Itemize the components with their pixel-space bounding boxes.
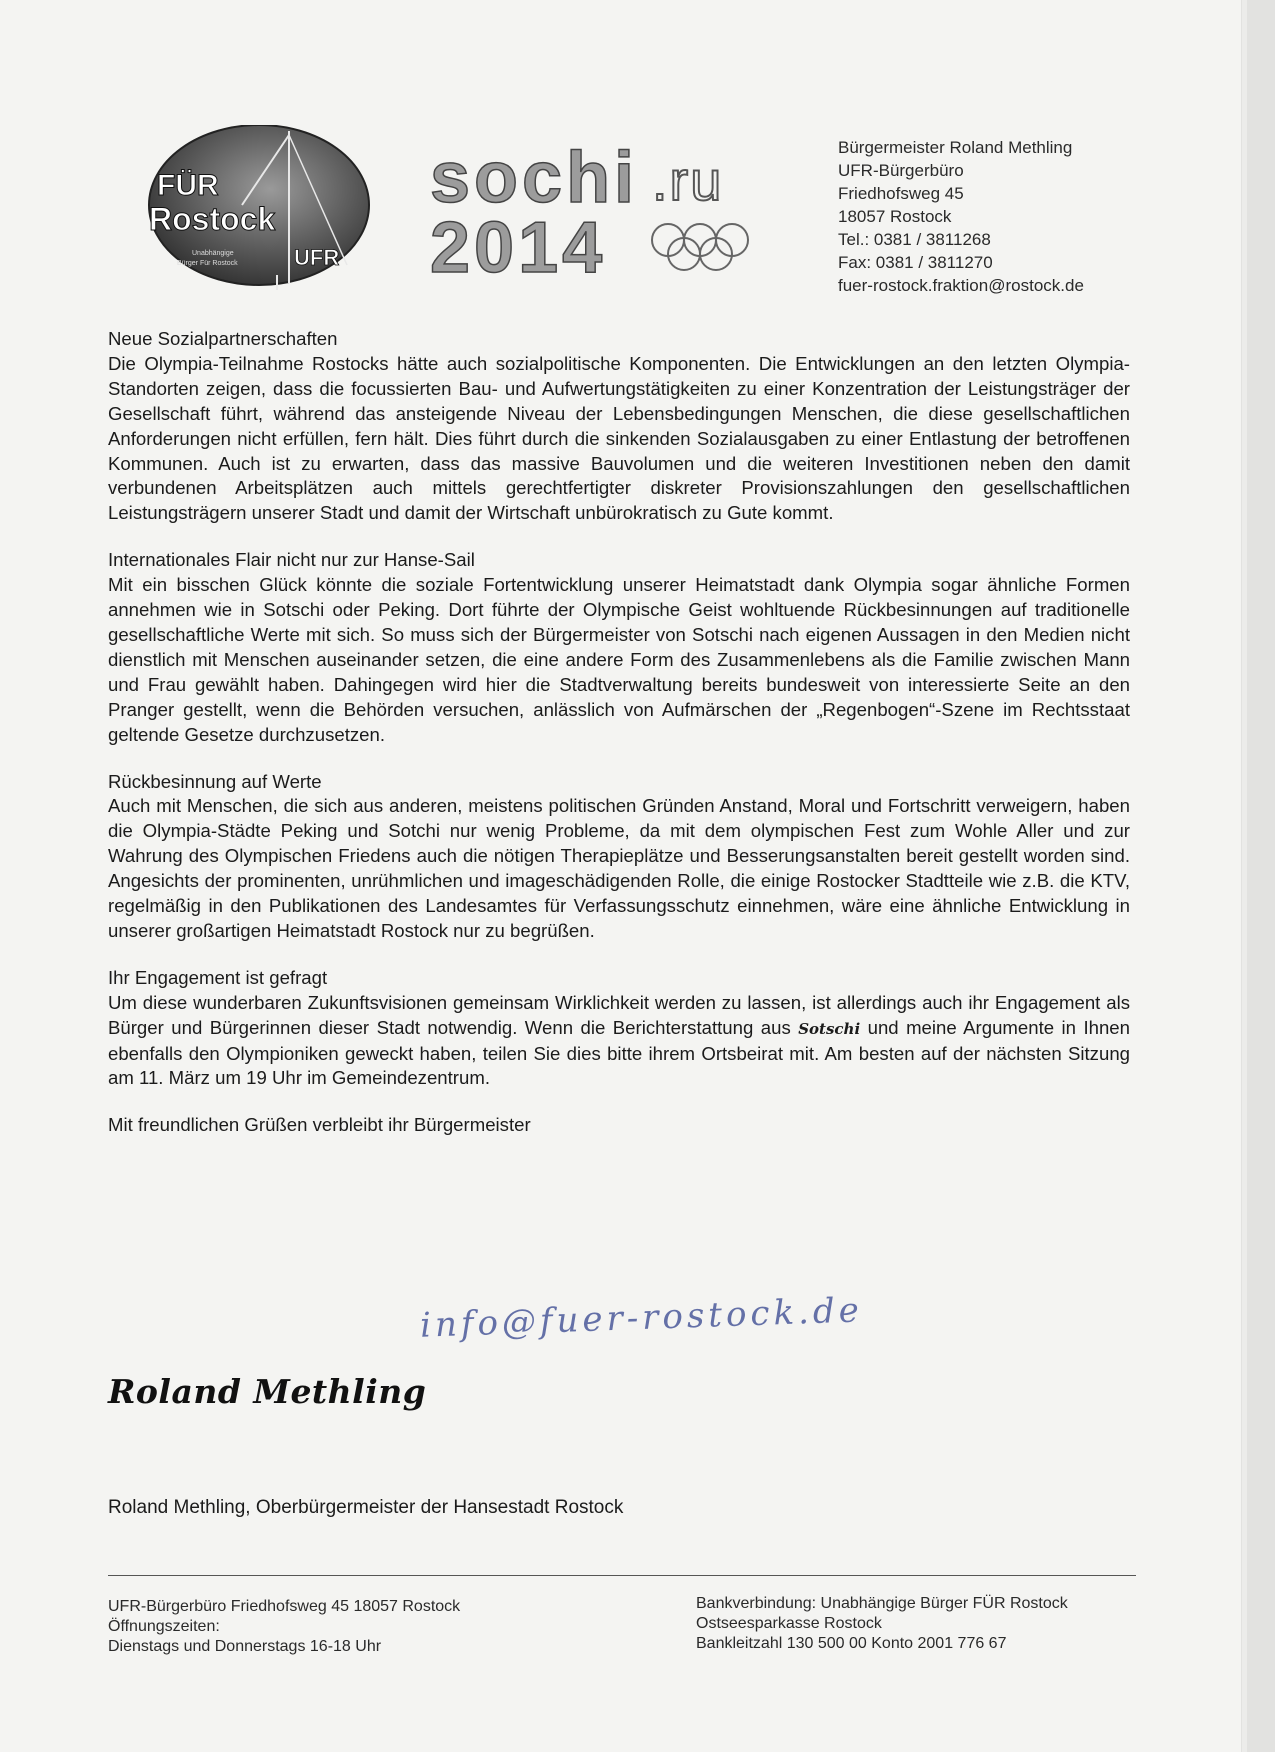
signer-line: Roland Methling, Oberbürgermeister der Hansestadt Rostock [108,1497,624,1518]
sender-street: Friedhofsweg 45 [838,184,964,203]
footer-address: UFR-Bürgerbüro Friedhofsweg 45 18057 Rostock [108,1598,461,1615]
section-title: Rückbesinnung auf Werte [108,770,322,792]
olympic-rings-icon [652,224,748,270]
page-edge-line [1242,0,1247,1752]
letter-body [108,327,1130,1138]
section-title: Neue Sozialpartnerschaften [108,328,338,349]
sender-email: fuer-rostock.fraktion@rostock.de [838,276,1084,295]
closing-line: Mit freundlichen Grüßen verbleibt ihr Bürgermeister [108,1114,531,1136]
handwritten-email: info@fuer-rostock.de [419,1290,864,1346]
section-werte [108,770,1130,944]
section-title: Internationales Flair nicht nur zur Hanse-Sail [108,549,475,571]
logo-tag1: Unabhängige [192,250,234,257]
section-text-b: und meine Argumente in Ihnen ebenfalls den Olympioniken geweckt haben, teilen Sie dies bitte ihrem Ortsbeirat mit. Am besten auf der nächsten Sitzung am 11. März um 19 Uhr im Gemeindezentrum. [108,1016,1130,1089]
sender-city: 18057 Rostock [838,207,952,226]
footer-divider [108,1575,1136,1576]
section-sozialpartnerschaften [108,327,1130,526]
footer-right [696,1594,1068,1654]
section-engagement [108,966,1130,1092]
footer-bank-label: Bankverbindung: Unabhängige Bürger FÜR Rostock [696,1595,1068,1612]
footer-bank-account: Bankleitzahl 130 500 00 Konto 2001 776 67 [696,1635,1007,1652]
logo-line2: Rostock [149,201,276,237]
sender-address [838,136,1084,297]
footer-hours-label: Öffnungszeiten: [108,1618,220,1635]
fuer-rostock-logo [137,125,377,290]
section-title: Ihr Engagement ist gefragt [108,966,328,988]
section-text [108,991,1130,1092]
footer-hours: Dienstags und Donnerstags 16-18 Uhr [108,1638,382,1655]
section-text: Auch mit Menschen, die sich aus anderen, meistens politischen Gründen Anstand, Moral und Fortschritt verweigern, haben die Olympia-Städte Peking und Sotchi nur wenig Probleme, da mit dem olympischen Fest zum Wohle Aller und zur Wahrung des Olympischen Friedens auch die nötigen Therapieplätze und Besserungsanstalten bereit gestellt worden sind. Angesichts der prominenten, unrühmlichen und imageschädigenden Rolle, die einige Rostocker Stadtteile wie z.B. die KTV, regelmäßig in den Publikationen des Landesamtes für Verfassungsschutz einnehmen, wäre eine ähnliche Entwicklung in unserer großartigen Heimatstadt Rostock nur zu begrüßen. [108,795,1130,941]
logo-line1: FÜR [157,169,219,202]
signature: Roland Methling [108,1372,427,1411]
sender-name: Bürgermeister Roland Methling [838,138,1073,157]
logo-badge: UFR [294,245,340,270]
sender-office: UFR-Bürgerbüro [838,161,964,180]
footer-bank-name: Ostseesparkasse Rostock [696,1615,882,1632]
sender-fax: Fax: 0381 / 3811270 [838,253,993,272]
sochi-2014-logo [430,140,790,300]
logo-tag2: Bürger Für Rostock [177,260,238,267]
handwritten-word: Sotschi [798,1019,861,1038]
section-flair [108,548,1130,747]
footer-left [108,1597,460,1657]
sochi-dot-ru: .ru [652,149,724,212]
section-text-a: Um diese wunderbaren Zukunftsvisionen gemeinsam Wirklichkeit werden zu lassen, ist allerdings auch ihr Engagement als Bürger und Bürgerinnen dieser Stadt notwendig. Wenn die Berichterstattung aus [108,991,1130,1038]
sochi-top: sochi [430,140,639,218]
section-text: Mit ein bisschen Glück könnte die soziale Fortentwicklung unserer Heimatstadt dank Olympia sogar ähnliche Formen annehmen wie in Sotschi oder Peking. Dort führte der Olympische Geist wohltuende Rückbesinnungen auf traditionelle gesellschaftliche Werte mit sich. So muss sich der Bürgermeister von Sotschi nach eigenen Aussagen in den Medien nicht dienstlich mit Menschen auseinander setzen, die eine andere Form des Zusammenlebens als die Familie zwischen Mann und Frau gewählt haben. Dahingegen wird hier die Stadtverwaltung bereits bundesweit von interessierte Seite an den Pranger gestellt, wenn die Behörden versuchen, anlässlich von Aufmärschen der „Regenbogen“-Szene im Rechtsstaat geltende Gesetze durchzusetzen. [108,574,1130,745]
sochi-bottom: 2014 [430,208,607,288]
sender-tel: Tel.: 0381 / 3811268 [838,230,991,249]
section-text: Die Olympia-Teilnahme Rostocks hätte auch sozialpolitische Komponenten. Die Entwicklungen an den letzten Olympia-Standorten zeigen, dass die focussierten Bau- und Aufwertungstätigkeiten zu einer Konzentration der Leistungsträger der Gesellschaft führt, während das ansteigende Niveau der Lebensbedingungen Menschen, die diese gesellschaftlichen Anforderungen nicht erfüllen, fern hält. Dies führt durch die sinkenden Sozialausgaben zu einer Entlastung der betroffenen Kommunen. Auch ist zu erwarten, dass das massive Bauvolumen und die weiteren Investitionen neben den damit verbundenen Arbeitsplätzen auch mittels gerechtfertigter diskreter Provisionszahlungen den gesellschaftlichen Leistungsträgern unserer Stadt und damit der Wirtschaft unbürokratisch zu Gute kommt. [108,352,1130,524]
